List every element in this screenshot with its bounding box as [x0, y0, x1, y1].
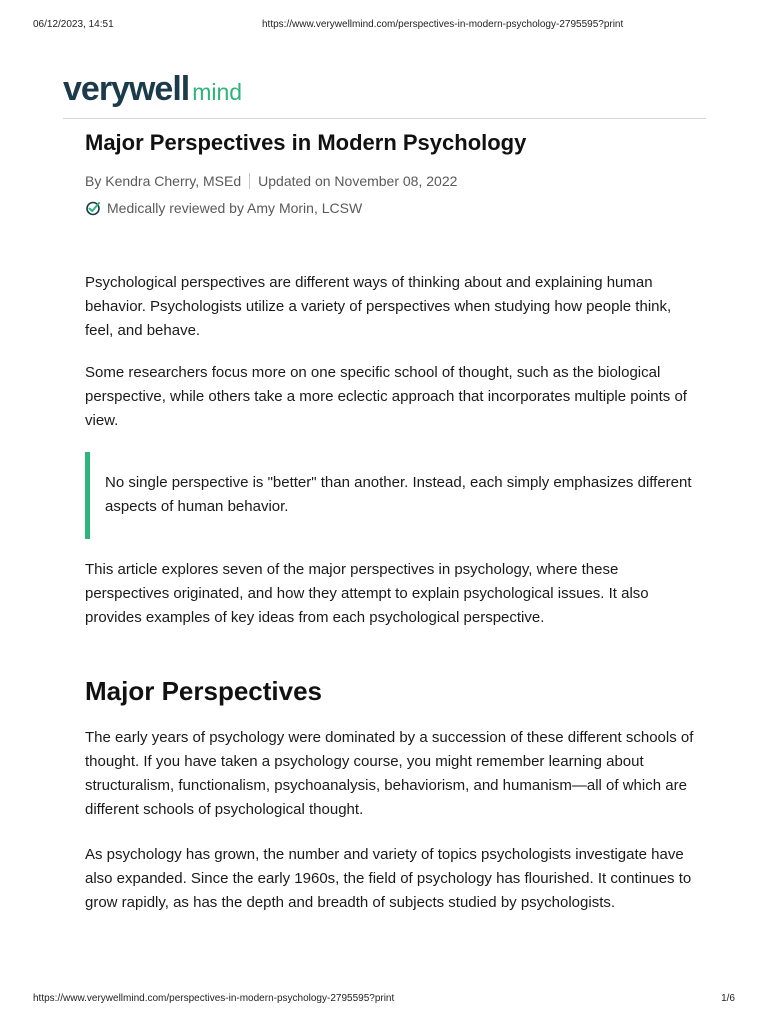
- logo-wordmark-main: verywell: [63, 70, 190, 108]
- page-number: 1/6: [721, 993, 735, 1004]
- section-paragraph: As psychology has grown, the number and variety of topics psychologists investigate have also expanded. Since the early 1960s, the field of psychology has flourished. It continues to grow rapidly, as has the depth and breadth of subjects studied by psychologists.: [85, 846, 692, 911]
- section-heading: Major Perspectives: [85, 676, 323, 706]
- section-paragraph: The early years of psychology were dominated by a succession of these different schools of thought. If you have taken a psychology course, you might remember learning about structuralism, functionalism, psychoanalysis, behaviorism, and humanism—all of which are different schools of psychological thought.: [85, 729, 694, 818]
- byline-updated: Updated on November 08, 2022: [258, 173, 458, 189]
- site-logo[interactable]: [63, 72, 242, 106]
- intro-paragraph: Psychological perspectives are different ways of thinking about and explaining human behavior. Psychologists utilize a variety of perspectives when studying how people think, feel, and behave.: [85, 274, 672, 339]
- article-title: Major Perspectives in Modern Psychology: [85, 130, 527, 155]
- byline-separator: [249, 173, 250, 189]
- medical-review: [85, 200, 700, 216]
- article-content: [85, 126, 700, 915]
- callout-quote: [85, 452, 700, 539]
- body-paragraph: Some researchers focus more on one specific school of thought, such as the biological perspective, while others take a more eclectic approach that incorporates multiple points of view.: [85, 364, 687, 429]
- article-byline: [85, 173, 700, 189]
- body-paragraph: This article explores seven of the major perspectives in psychology, where these perspectives originated, and how they attempt to explain psychological issues. It also provides examples of key ideas from each psychological perspective.: [85, 561, 649, 626]
- header-divider: [63, 118, 706, 119]
- print-header-url: https://www.verywellmind.com/perspectives-in-modern-psychology-2795595?print: [262, 19, 624, 30]
- logo-wordmark-sub: mind: [192, 79, 243, 105]
- reviewed-by-text[interactable]: Medically reviewed by Amy Morin, LCSW: [107, 200, 363, 216]
- check-badge-icon: [85, 200, 101, 216]
- byline-author[interactable]: By Kendra Cherry, MSEd: [85, 173, 242, 189]
- print-footer-url: https://www.verywellmind.com/perspectives-in-modern-psychology-2795595?print: [33, 993, 395, 1004]
- print-timestamp: 06/12/2023, 14:51: [33, 19, 114, 30]
- callout-text: No single perspective is "better" than another. Instead, each simply emphasizes different aspects of human behavior.: [105, 474, 692, 515]
